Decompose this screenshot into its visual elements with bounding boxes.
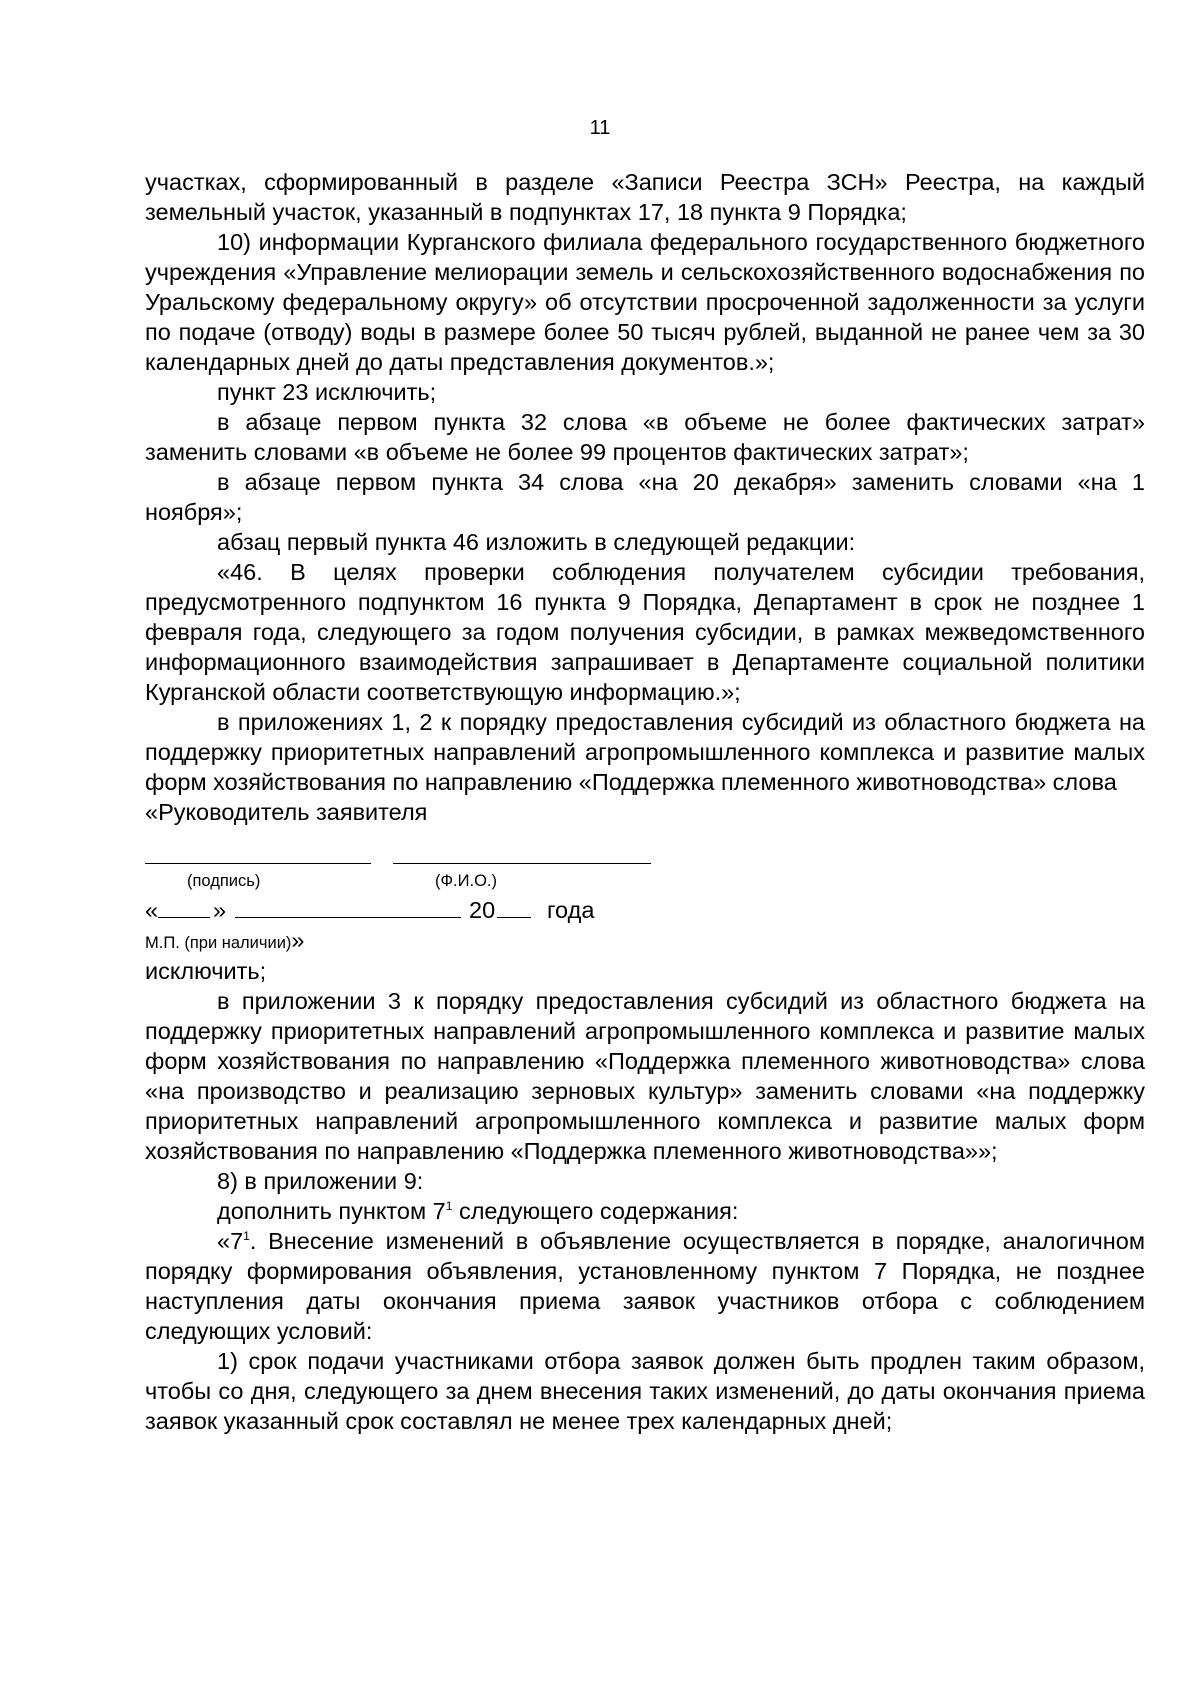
seal-close-quote: »: [291, 927, 305, 953]
paragraph: «$7^1$. Внесение изменений в объявление осуществляется в порядке, аналогичном порядку формирования объявления, установленному пунктом 7 Порядка, не позднее наступления даты окончания приема заявок участников отбора с соблюдением следующих условий:: [145, 1228, 1145, 1344]
paragraph: «Руководитель заявителя: [145, 799, 428, 825]
paragraph: абзац первый пункта 46 изложить в следующей редакции:: [217, 529, 856, 555]
signature-caption: (подпись): [187, 872, 261, 890]
page-number: 11: [589, 117, 611, 139]
paragraph: в приложении 3 к порядку предоставления субсидий из областного бюджета на поддержку приоритетных направлений агропромышленного комплекса и развитие малых форм хозяйствования по направлению «Поддержка племенного животноводства» слова «на производство и реализацию зерновых культур» заменить словами «на поддержку приоритетных направлений агропромышленного комплекса и развитие малых форм хозяйствования по направлению «Поддержка племенного животноводства»»;: [145, 988, 1145, 1164]
year-prefix: 20: [469, 897, 496, 923]
paragraph: в абзаце первом пункта 34 слова «на 20 декабря» заменить словами «на 1 ноября»;: [145, 469, 1145, 525]
year-word: года: [547, 897, 595, 923]
paragraph: в абзаце первом пункта 32 слова «в объеме не более фактических затрат» заменить словами «в объеме не более 99 процентов фактических затрат»;: [145, 409, 1145, 465]
name-underline: [393, 863, 651, 864]
paragraph: 1) срок подачи участниками отбора заявок должен быть продлен таким образом, чтобы со дня, следующего за днем внесения таких изменений, до даты окончания приема заявок указанный срок составлял не менее трех календарных дней;: [145, 1348, 1145, 1434]
signature-underline: [145, 863, 371, 864]
paragraph: участках, сформированный в разделе «Записи Реестра ЗСН» Реестра, на каждый земельный участок, указанный в подпунктах 17, 18 пункта 9 Порядка;: [145, 169, 1145, 225]
name-caption: (Ф.И.О.): [435, 872, 497, 890]
month-underline: [235, 895, 461, 918]
document-body: [145, 167, 1145, 1436]
paragraph: исключить;: [145, 958, 267, 984]
paragraph: дополнить пунктом $7^1$ следующего содержания:: [217, 1198, 739, 1224]
date-close-quote: »: [213, 897, 227, 923]
paragraph: 8) в приложении 9:: [217, 1168, 424, 1194]
seal-note: М.П. (при наличии): [145, 934, 292, 952]
date-open-quote: «: [145, 897, 159, 923]
paragraph: пункт 23 исключить;: [217, 379, 437, 405]
paragraph: 10) информации Курганского филиала федерального государственного бюджетного учреждения «Управление мелиорации земель и сельскохозяйственного водоснабжения по Уральскому федеральному округу» об отсутствии просроченной задолженности за услуги по подаче (отводу) воды в размере более 50 тысяч рублей, выданной не ранее чем за 30 календарных дней до даты представления документов.»;: [145, 229, 1145, 375]
date-line: [145, 895, 1145, 929]
year-underline: [497, 895, 531, 918]
seal-note-line: [145, 927, 1145, 956]
paragraph: «46. В целях проверки соблюдения получателем субсидии требования, предусмотренного подпунктом 16 пункта 9 Порядка, Департамент в срок не позднее 1 февраля года, следующего за годом получения субсидии, в рамках межведомственного информационного взаимодействия запрашивает в Департаменте социальной политики Курганской области соответствующую информацию.»;: [145, 559, 1145, 705]
paragraph: в приложениях 1, 2 к порядку предоставления субсидий из областного бюджета на поддержку приоритетных направлений агропромышленного комплекса и развитие малых форм хозяйствования по направлению «Поддержка племенного животноводства» слова: [145, 709, 1145, 795]
day-underline: [158, 895, 210, 918]
